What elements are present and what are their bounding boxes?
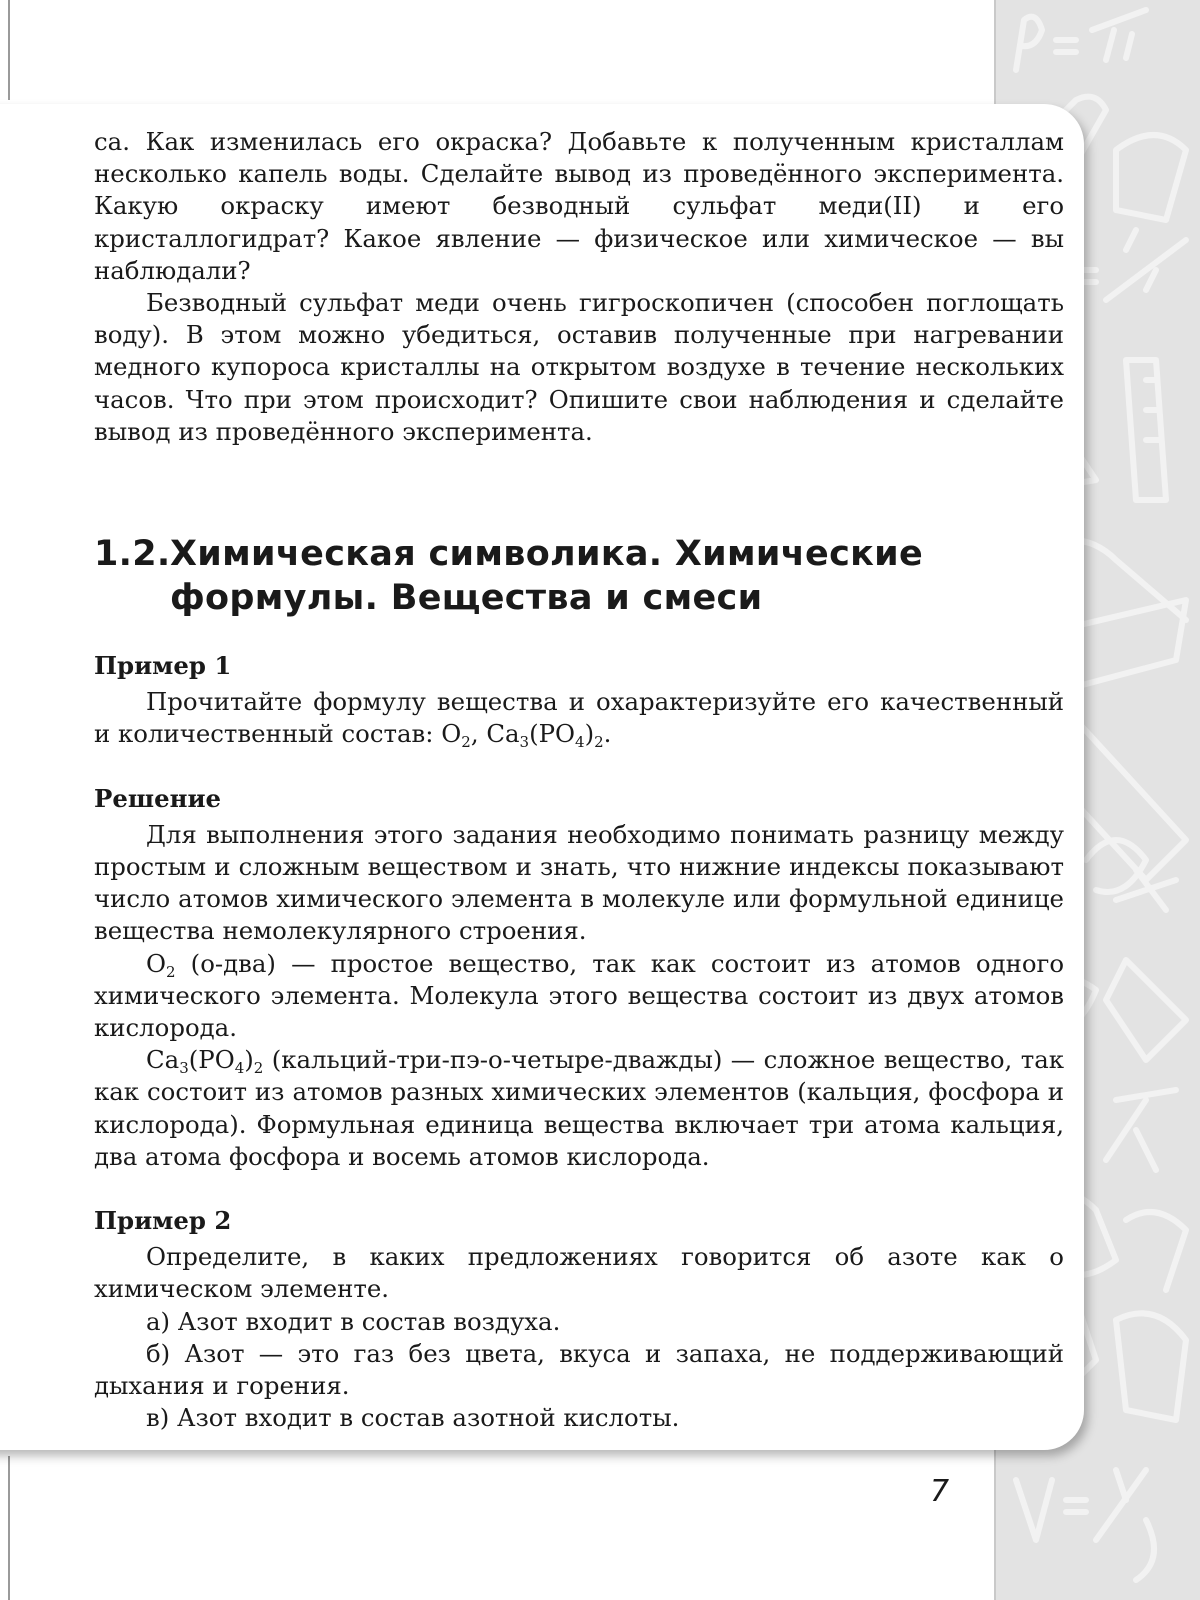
- formula-ca3po42: $Ca_3(PO_4)_2$: [486, 719, 604, 752]
- hygroscopic-paragraph: Безводный сульфат меди очень гигроскопичен (способен поглощать воду). В этом можно убедиться, оставив полученные при нагревании медного купороса кристаллы на открытом воздухе в течение нескольких часов. Что при этом происходит? Опишите свои наблюдения и сделайте вывод из проведённого эксперимента.: [94, 288, 1064, 446]
- example-1-task: Прочитайте формулу вещества и охарактеризуйте его качественный и количественный состав: $O_2$, $Ca_3(PO_4)_2$.: [94, 687, 1064, 752]
- page-content: [94, 126, 1064, 1435]
- formula-o2: $O_2$: [146, 948, 176, 981]
- formula-ca3po42: $Ca_3(PO_4)_2$: [146, 1045, 264, 1078]
- example-1-task-text: Прочитайте формулу вещества и охарактеризуйте его качественный и количественный состав:: [94, 687, 1064, 749]
- page-number: 7: [930, 1474, 950, 1509]
- example-2-task: Определите, в каких предложениях говорится об азоте как о химическом элементе.: [94, 1242, 1064, 1304]
- solution-text-2: $O_2$ (о-два) — простое вещество, так как состоит из атомов одного химического элемента. Молекула этого вещества состоит из двух атомов кислорода.: [94, 948, 1064, 1043]
- section-title: Химическая символика. Химические формулы. Вещества и смеси: [170, 534, 924, 619]
- page-edge-line: [8, 1456, 10, 1600]
- example-2-option-c: в) Азот входит в состав азотной кислоты.: [146, 1403, 680, 1433]
- example-2-option-b: б) Азот — это газ без цвета, вкуса и запаха, не поддерживающий дыхания и горения.: [94, 1338, 1064, 1401]
- example-2-label: Пример 2: [94, 1206, 232, 1236]
- section-number: 1.2.: [94, 534, 171, 575]
- page-edge-line: [8, 0, 10, 100]
- example-2-option-a: а) Азот входит в состав воздуха.: [146, 1306, 561, 1336]
- solution-label: Решение: [94, 783, 222, 813]
- solution-text-1: Для выполнения этого задания необходимо понимать разницу между простым и сложным веществом и знать, что нижние индексы показывают число атомов химического элемента в молекуле или формульной единице вещества немолекулярного строения.: [94, 819, 1064, 946]
- example-1-label: Пример 1: [94, 651, 232, 681]
- section-heading: [94, 532, 1064, 620]
- solution-text-3: $Ca_3(PO_4)_2$ (кальций-три-пэ-о-четыре-дважды) — сложное вещество, так как состоит из атомов разных химических элементов (кальция, фосфора и кислорода). Формульная единица вещества включает три атома кальция, два атома фосфора и восемь атомов кислорода.: [94, 1045, 1064, 1171]
- formula-o2: $O_2$: [441, 719, 471, 752]
- continuation-paragraph: са. Как изменилась его окраска? Добавьте к полученным кристаллам несколько капель воды. Сделайте вывод из проведённого эксперимента. Какую окраску имеют безводный сульфат меди(II) и его кристаллогидрат? Какое явление — физическое или химическое — вы наблюдали?: [94, 127, 1064, 285]
